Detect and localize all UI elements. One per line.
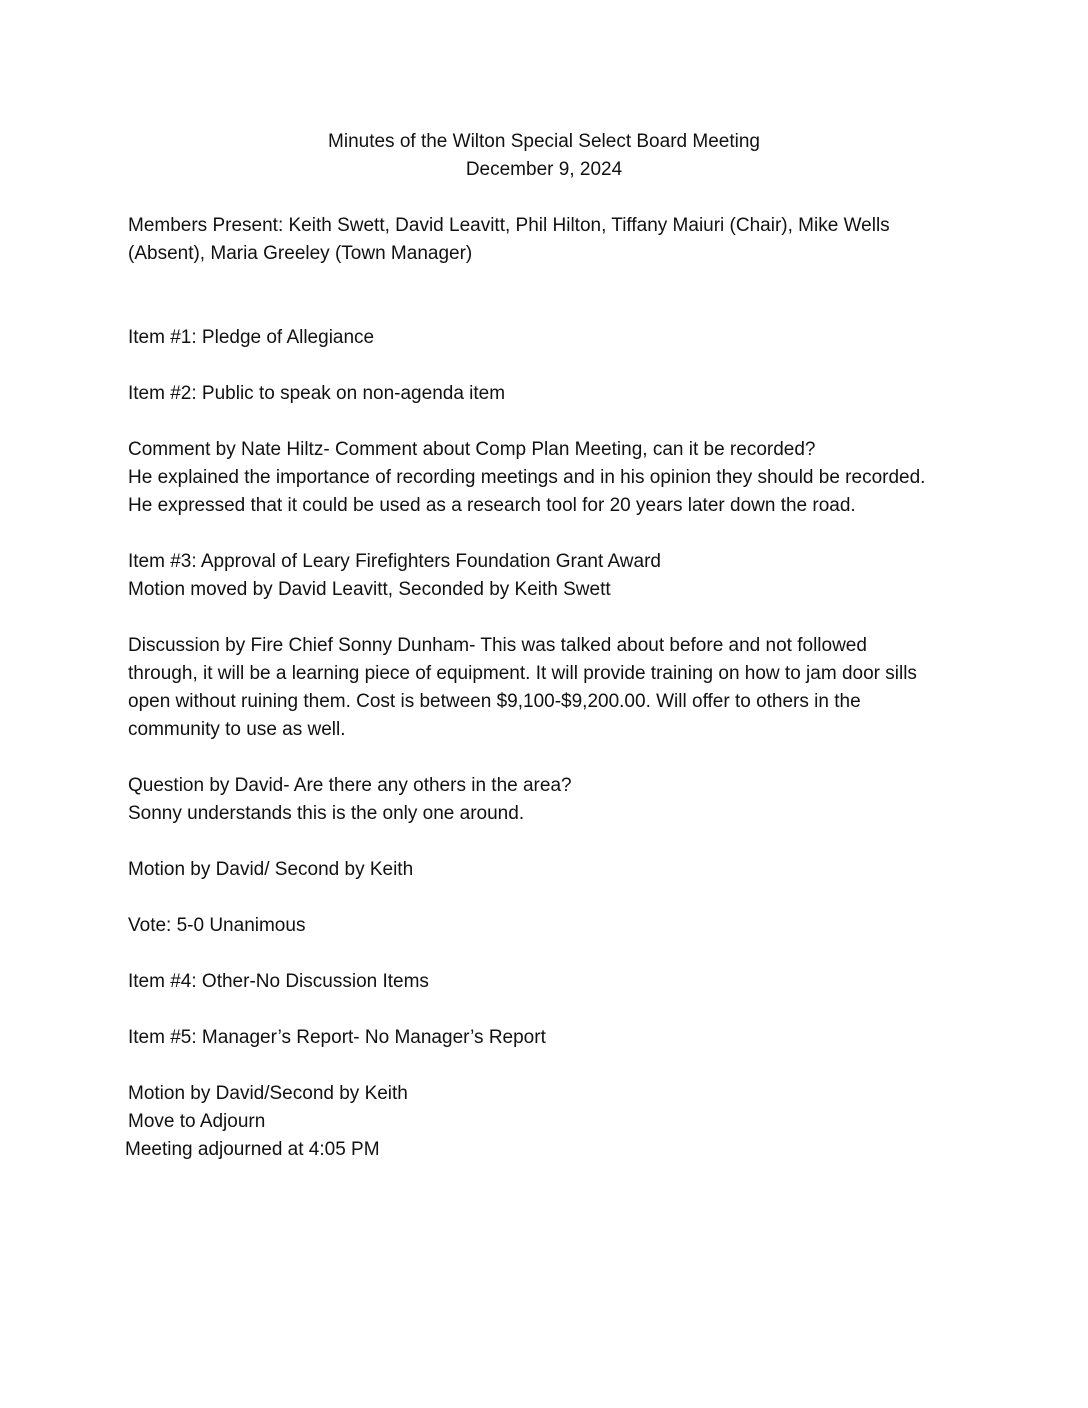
discussion-line: open without ruining them. Cost is between $9,100-$9,200.00. Will offer to others in the <box>128 691 861 712</box>
adjournment-line: Meeting adjourned at 4:05 PM <box>125 1139 380 1160</box>
agenda-item-3-line: Motion moved by David Leavitt, Seconded by Keith Swett <box>128 579 611 600</box>
motion-text: Motion by David/ Second by Keith <box>128 859 414 880</box>
agenda-item-2 <box>128 380 968 408</box>
document-body <box>125 212 968 1164</box>
agenda-item-5 <box>128 1024 968 1052</box>
question-line: Sonny understands this is the only one around. <box>128 803 525 824</box>
discussion-line: Discussion by Fire Chief Sonny Dunham- This was talked about before and not followed <box>128 635 867 656</box>
document-title: Minutes of the Wilton Special Select Board Meeting <box>328 131 760 152</box>
members-present <box>128 212 968 268</box>
agenda-item-4-text: Item #4: Other-No Discussion Items <box>128 971 429 992</box>
vote-text: Vote: 5-0 Unanimous <box>128 915 306 936</box>
public-comment <box>128 436 968 520</box>
meeting-date: December 9, 2024 <box>465 159 623 180</box>
motion-second <box>128 856 968 884</box>
members-present-line: Members Present: Keith Swett, David Leavitt, Phil Hilton, Tiffany Maiuri (Chair), Mike Wells <box>128 215 890 236</box>
agenda-item-4 <box>128 968 968 996</box>
vote-result <box>128 912 968 940</box>
agenda-item-3 <box>128 548 968 604</box>
adjournment-line: Motion by David/Second by Keith <box>128 1083 408 1104</box>
agenda-item-5-text: Item #5: Manager’s Report- No Manager’s Report <box>128 1027 546 1048</box>
agenda-item-1 <box>128 324 968 352</box>
members-present-line: (Absent), Maria Greeley (Town Manager) <box>128 243 473 264</box>
adjournment <box>125 1080 968 1164</box>
agenda-item-1-text: Item #1: Pledge of Allegiance <box>128 327 375 348</box>
question-section <box>128 772 968 828</box>
agenda-item-3-line: Item #3: Approval of Leary Firefighters Foundation Grant Award <box>128 551 661 572</box>
public-comment-line: He explained the importance of recording meetings and in his opinion they should be recorded. <box>128 467 926 488</box>
discussion-line: community to use as well. <box>128 719 346 740</box>
document-header <box>0 128 1088 184</box>
public-comment-line: He expressed that it could be used as a research tool for 20 years later down the road. <box>128 495 856 516</box>
public-comment-line: Comment by Nate Hiltz- Comment about Comp Plan Meeting, can it be recorded? <box>128 439 816 460</box>
discussion-line: through, it will be a learning piece of equipment. It will provide training on how to jam door sills <box>128 663 917 684</box>
adjournment-line: Move to Adjourn <box>128 1111 266 1132</box>
fire-chief-discussion <box>128 632 968 744</box>
question-line: Question by David- Are there any others in the area? <box>128 775 572 796</box>
agenda-item-2-text: Item #2: Public to speak on non-agenda item <box>128 383 506 404</box>
